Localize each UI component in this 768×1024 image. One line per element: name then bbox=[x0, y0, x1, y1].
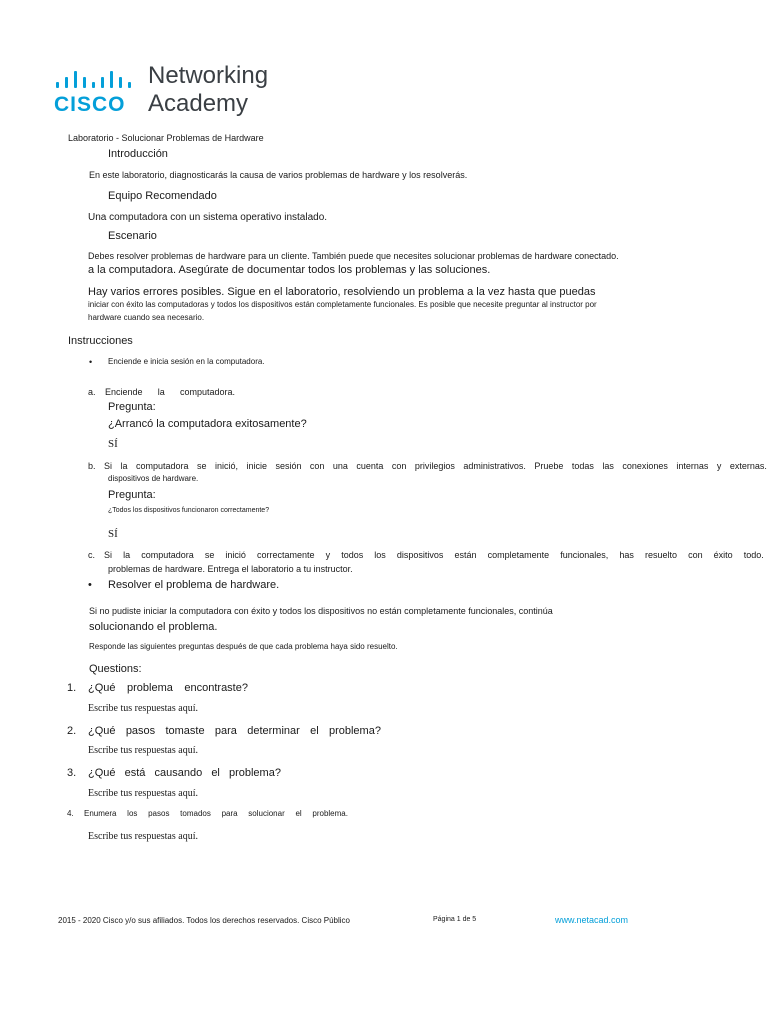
word: tomaste bbox=[165, 725, 205, 737]
word: todos bbox=[341, 550, 364, 560]
answer-a[interactable]: SÍ bbox=[108, 438, 118, 450]
scenario-heading: Escenario bbox=[108, 230, 157, 242]
question-2-text bbox=[88, 725, 381, 737]
word: el bbox=[310, 725, 319, 737]
word: internas bbox=[676, 461, 709, 471]
word: funcionales, bbox=[560, 550, 609, 560]
word: causando bbox=[154, 767, 203, 779]
item-b-line-1 bbox=[104, 461, 767, 471]
logo-cisco-wordmark: CISCO bbox=[54, 93, 126, 116]
word: computadora bbox=[141, 550, 194, 560]
word: administrativos. bbox=[463, 461, 526, 471]
answer-field-4[interactable]: Escribe tus respuestas aquí. bbox=[88, 831, 198, 842]
footer-url-link[interactable]: www.netacad.com bbox=[555, 915, 629, 925]
intro-heading: Introducción bbox=[108, 148, 168, 160]
logo-networking-text: Networking bbox=[148, 62, 269, 89]
word: tomados bbox=[180, 809, 211, 818]
question-4 bbox=[67, 809, 74, 818]
scenario-line-2: a la computadora. Asegúrate de documentar todos los problemas y las soluciones. bbox=[88, 264, 491, 276]
word: pasos bbox=[148, 809, 170, 818]
word: ¿Qué bbox=[88, 682, 116, 694]
word: problema bbox=[127, 682, 173, 694]
answer-b[interactable]: SÍ bbox=[108, 528, 118, 540]
word: y bbox=[716, 461, 722, 471]
footer-page-number: Página 1 de 5 bbox=[433, 916, 477, 923]
word: determinar bbox=[247, 725, 300, 737]
document-title: Laboratorio - Solucionar Problemas de Hardware bbox=[68, 133, 264, 143]
question-4-text bbox=[84, 809, 348, 818]
question-a-text: ¿Arrancó la computadora exitosamente? bbox=[108, 418, 307, 430]
questions-heading: Questions: bbox=[89, 663, 142, 675]
word: sesión bbox=[275, 461, 302, 471]
word: está bbox=[124, 767, 146, 779]
word: están bbox=[454, 550, 477, 560]
word: Enciende bbox=[105, 387, 143, 397]
word: correctamente bbox=[257, 550, 315, 560]
word: encontraste? bbox=[184, 682, 248, 694]
word: para bbox=[221, 809, 238, 818]
word: el bbox=[211, 767, 220, 779]
word: para bbox=[214, 725, 237, 737]
word: todas bbox=[571, 461, 594, 471]
step-1-bullet: • bbox=[89, 357, 93, 367]
word: y bbox=[325, 550, 331, 560]
answer-field-2[interactable]: Escribe tus respuestas aquí. bbox=[88, 745, 198, 756]
word: computadora. bbox=[179, 387, 235, 397]
word: inicie bbox=[246, 461, 267, 471]
cisco-logo bbox=[54, 64, 284, 122]
question-b-label: Pregunta: bbox=[108, 489, 156, 501]
word: la bbox=[157, 387, 165, 397]
item-c-line-2: problemas de hardware. Entrega el laboratorio a tu instructor. bbox=[108, 564, 353, 574]
word: Si bbox=[104, 550, 113, 560]
equipment-item bbox=[88, 212, 327, 223]
word: los bbox=[127, 809, 138, 818]
question-1 bbox=[67, 682, 76, 694]
errors-line-2: iniciar con éxito las computadoras y todos los dispositivos están completamente funcionales. Es posible que necesite preguntar al instructor por bbox=[88, 300, 597, 309]
word: se bbox=[204, 550, 215, 560]
resolve-title: Resolver el problema de hardware. bbox=[108, 579, 280, 591]
word: con bbox=[309, 461, 325, 471]
word: has bbox=[619, 550, 634, 560]
word: inició, bbox=[214, 461, 238, 471]
word: inició bbox=[225, 550, 246, 560]
word: privilegios bbox=[414, 461, 455, 471]
respond-line: Responde las siguientes preguntas después de que cada problema haya sido resuelto. bbox=[89, 642, 398, 651]
word: todo. bbox=[743, 550, 764, 560]
question-number: 4. bbox=[67, 809, 74, 818]
word: computadora bbox=[135, 461, 189, 471]
word: solucionar bbox=[248, 809, 285, 818]
item-c-line-1 bbox=[104, 550, 764, 560]
word: el bbox=[295, 809, 302, 818]
word: dispositivos bbox=[396, 550, 444, 560]
item-a-marker: a. bbox=[88, 387, 96, 397]
word: Enumera bbox=[84, 809, 117, 818]
continue-line-2: solucionando el problema. bbox=[89, 621, 218, 633]
question-number: 3. bbox=[67, 767, 77, 779]
word: externas. bbox=[729, 461, 767, 471]
word: Si bbox=[104, 461, 113, 471]
instructions-heading: Instrucciones bbox=[68, 335, 133, 347]
word: con bbox=[688, 550, 703, 560]
word: pasos bbox=[125, 725, 156, 737]
question-number: 2. bbox=[67, 725, 77, 737]
word: se bbox=[196, 461, 207, 471]
answer-field-1[interactable]: Escribe tus respuestas aquí. bbox=[88, 703, 198, 714]
footer-copyright: 2015 - 2020 Cisco y/o sus afiliados. Todos los derechos reservados. Cisco Público bbox=[58, 916, 351, 925]
continue-line-1: Si no pudiste iniciar la computadora con éxito y todos los dispositivos no están completamente funcionales, continúa bbox=[89, 606, 553, 616]
question-3-text bbox=[88, 767, 281, 779]
question-1-text bbox=[88, 682, 248, 694]
errors-line-1: Hay varios errores posibles. Sigue en el laboratorio, resolviendo un problema a la vez hasta que puedas bbox=[88, 286, 596, 298]
question-number: 1. bbox=[67, 682, 77, 694]
word: conexiones bbox=[622, 461, 668, 471]
errors-line-3: hardware cuando sea necesario. bbox=[88, 313, 205, 322]
logo-academy-text: Academy bbox=[148, 90, 249, 117]
item-c-marker: c. bbox=[88, 550, 96, 560]
word: una bbox=[332, 461, 348, 471]
word: problema. bbox=[312, 809, 348, 818]
cisco-bars-icon bbox=[56, 68, 140, 88]
word: los bbox=[374, 550, 386, 560]
intro-text: En este laboratorio, diagnosticarás la causa de varios problemas de hardware y los resolverás. bbox=[89, 170, 468, 180]
word: completamente bbox=[487, 550, 550, 560]
equipment-item-text: Una computadora con un sistema operativo instalado. bbox=[88, 212, 328, 223]
word: problema? bbox=[328, 725, 381, 737]
scenario-line-1: Debes resolver problemas de hardware para un cliente. También puede que necesites solucionar problemas de hardware conectado. bbox=[88, 251, 619, 261]
item-b-marker: b. bbox=[88, 461, 96, 471]
question-3 bbox=[67, 767, 76, 779]
word: con bbox=[391, 461, 407, 471]
question-2 bbox=[67, 725, 76, 737]
word: ¿Qué bbox=[88, 725, 116, 737]
word: Pruebe bbox=[534, 461, 564, 471]
answer-field-3[interactable]: Escribe tus respuestas aquí. bbox=[88, 788, 198, 799]
word: problema? bbox=[228, 767, 281, 779]
question-a-label: Pregunta: bbox=[108, 401, 156, 413]
word: resuelto bbox=[644, 550, 677, 560]
word: la bbox=[123, 550, 131, 560]
word: éxito bbox=[713, 550, 733, 560]
word: ¿Qué bbox=[88, 767, 116, 779]
resolve-bullet: • bbox=[88, 579, 92, 591]
question-b-text: ¿Todos los dispositivos funcionaron correctamente? bbox=[108, 507, 270, 514]
step-1-title: Enciende e inicia sesión en la computadora. bbox=[108, 357, 265, 366]
equipment-heading: Equipo Recomendado bbox=[108, 190, 217, 202]
word: la bbox=[120, 461, 128, 471]
item-b-line-2: dispositivos de hardware. bbox=[108, 474, 199, 483]
word: las bbox=[602, 461, 614, 471]
word: cuenta bbox=[356, 461, 384, 471]
item-a-text bbox=[105, 387, 235, 397]
